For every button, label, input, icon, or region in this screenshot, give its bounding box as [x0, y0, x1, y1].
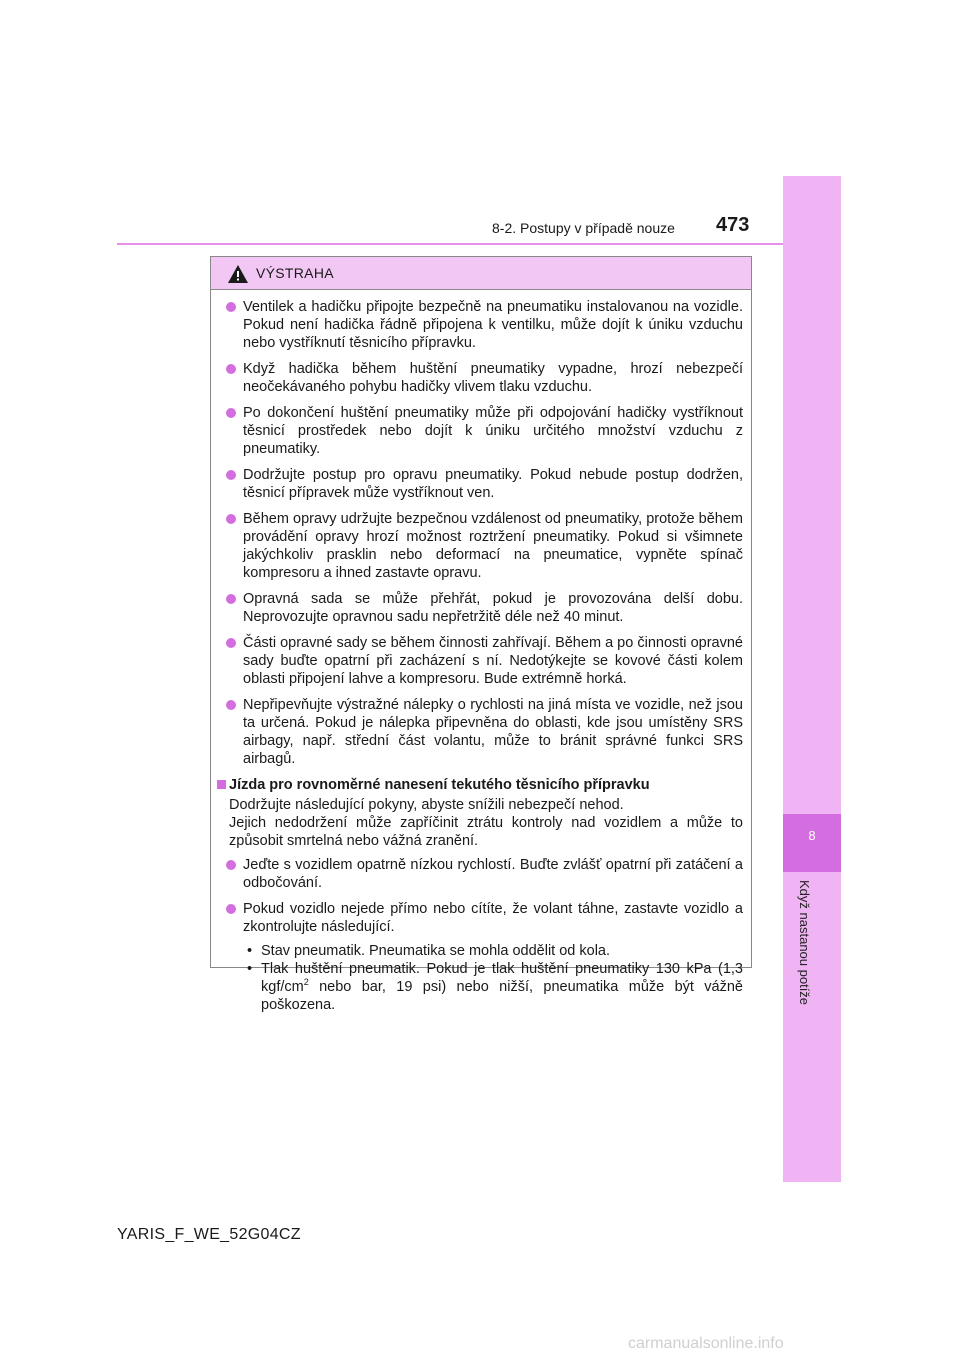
warning-item: Po dokončení huštění pneumatiky může při odpojování hadičky vystříknout těsnicí prostředek nebo dojít k úniku určitého množství vzduchu z pneumatiky.: [217, 404, 743, 458]
warning-triangle-icon: [228, 265, 248, 288]
header-divider: [117, 243, 783, 245]
header-section-title: 8-2. Postupy v případě nouze: [492, 220, 675, 236]
check-list-item: • Stav pneumatik. Pneumatika se mohla oddělit od kola.: [247, 943, 611, 959]
warning-item: Dodržujte postup pro opravu pneumatiky. Pokud nebude postup dodržen, těsnicí přípravek může vystříknout ven.: [217, 466, 743, 502]
bullet-dot-icon: [226, 470, 236, 480]
warning-item: Opravná sada se může přehřát, pokud je provozována delší dobu. Neprovozujte opravnou sadu nepřetržitě déle než 40 minut.: [217, 590, 743, 626]
check-list-item: • Tlak huštění pneumatik. Pokud je tlak huštění pneumatiky 130 kPa (1,3 kgf/$cm^2$ nebo bar, 19 psi) nebo nižší, pneumatika může být vážně poškozena.: [247, 961, 743, 1013]
chapter-number-block: [783, 814, 841, 872]
chapter-side-tab: [783, 176, 841, 1182]
bullet-dot-icon: [226, 904, 236, 914]
warning-title: VÝSTRAHA: [256, 265, 334, 281]
subsection-item: Pokud vozidlo nejede přímo nebo cítíte, že volant táhne, zastavte vozidlo a zkontrolujte následující.: [217, 900, 743, 936]
warning-item: Když hadička během huštění pneumatiky vypadne, hrozí nebezpečí neočekávaného pohybu hadičky vlivem tlaku vzduchu.: [217, 360, 743, 396]
watermark: carmanualsonline.info: [628, 1335, 784, 1352]
warning-item: Ventilek a hadičku připojte bezpečně na pneumatiku instalovanou na vozidle. Pokud není hadička řádně připojena k ventilku, může dojít k úniku vzduchu nebo vystříknutí těsnicího přípravku.: [217, 298, 743, 352]
warning-header: [211, 257, 751, 290]
document-code: YARIS_F_WE_52G04CZ: [117, 1226, 301, 1243]
bullet-dot-icon: [226, 408, 236, 418]
bullet-dot-icon: [226, 638, 236, 648]
warning-item: Nepřipevňujte výstražné nálepky o rychlosti na jiná místa ve vozidle, než jsou ta určená. Pokud je nálepka připevněna do oblasti, kde jsou umístěny SRS airbagy, např. střední část volantu, může to bránit správné funkci SRS airbagů.: [217, 696, 743, 768]
subsection-paragraph: Dodržujte následující pokyny, abyste snížili nebezpečí nehod. Jejich nedodržení může zapříčinit ztrátu kontroly nad vozidlem a může to způsobit smrtelná nebo vážná zranění.: [229, 797, 743, 849]
chapter-title: Když nastanou potíže: [797, 880, 812, 1006]
subsection-item: Jeďte s vozidlem opatrně nízkou rychlostí. Buďte zvlášť opatrní při zatáčení a odbočování.: [217, 856, 743, 892]
square-bullet-icon: [217, 780, 226, 789]
warning-item: Části opravné sady se během činnosti zahřívají. Během a po činnosti opravné sady buďte opatrní při zacházení s ní. Nedotýkejte se kovové části kolem oblasti připojení lahve a kompresoru. Bude extrémně horká.: [217, 634, 743, 688]
bullet-dot-icon: [226, 594, 236, 604]
chapter-number: 8: [808, 828, 816, 843]
bullet-dot-icon: [226, 364, 236, 374]
bullet-dot-icon: [226, 302, 236, 312]
warning-item: Během opravy udržujte bezpečnou vzdálenost od pneumatiky, protože během provádění opravy hrozí možnost roztržení pneumatiky. Pokud si všimnete jakýchkoliv prasklin nebo deformací na pneumatice, vypněte spínač kompresoru a ihned zastavte opravu.: [217, 510, 743, 582]
warning-body: [211, 290, 751, 1014]
page-number: 473: [716, 214, 750, 236]
bullet-dot-icon: [226, 860, 236, 870]
warning-box: [210, 256, 752, 1013]
bullet-dot-icon: [226, 700, 236, 710]
check-list: [217, 942, 743, 1014]
bullet-dot-icon: [226, 514, 236, 524]
subsection-title: Jízda pro rovnoměrné nanesení tekutého těsnicího přípravku: [217, 776, 743, 794]
